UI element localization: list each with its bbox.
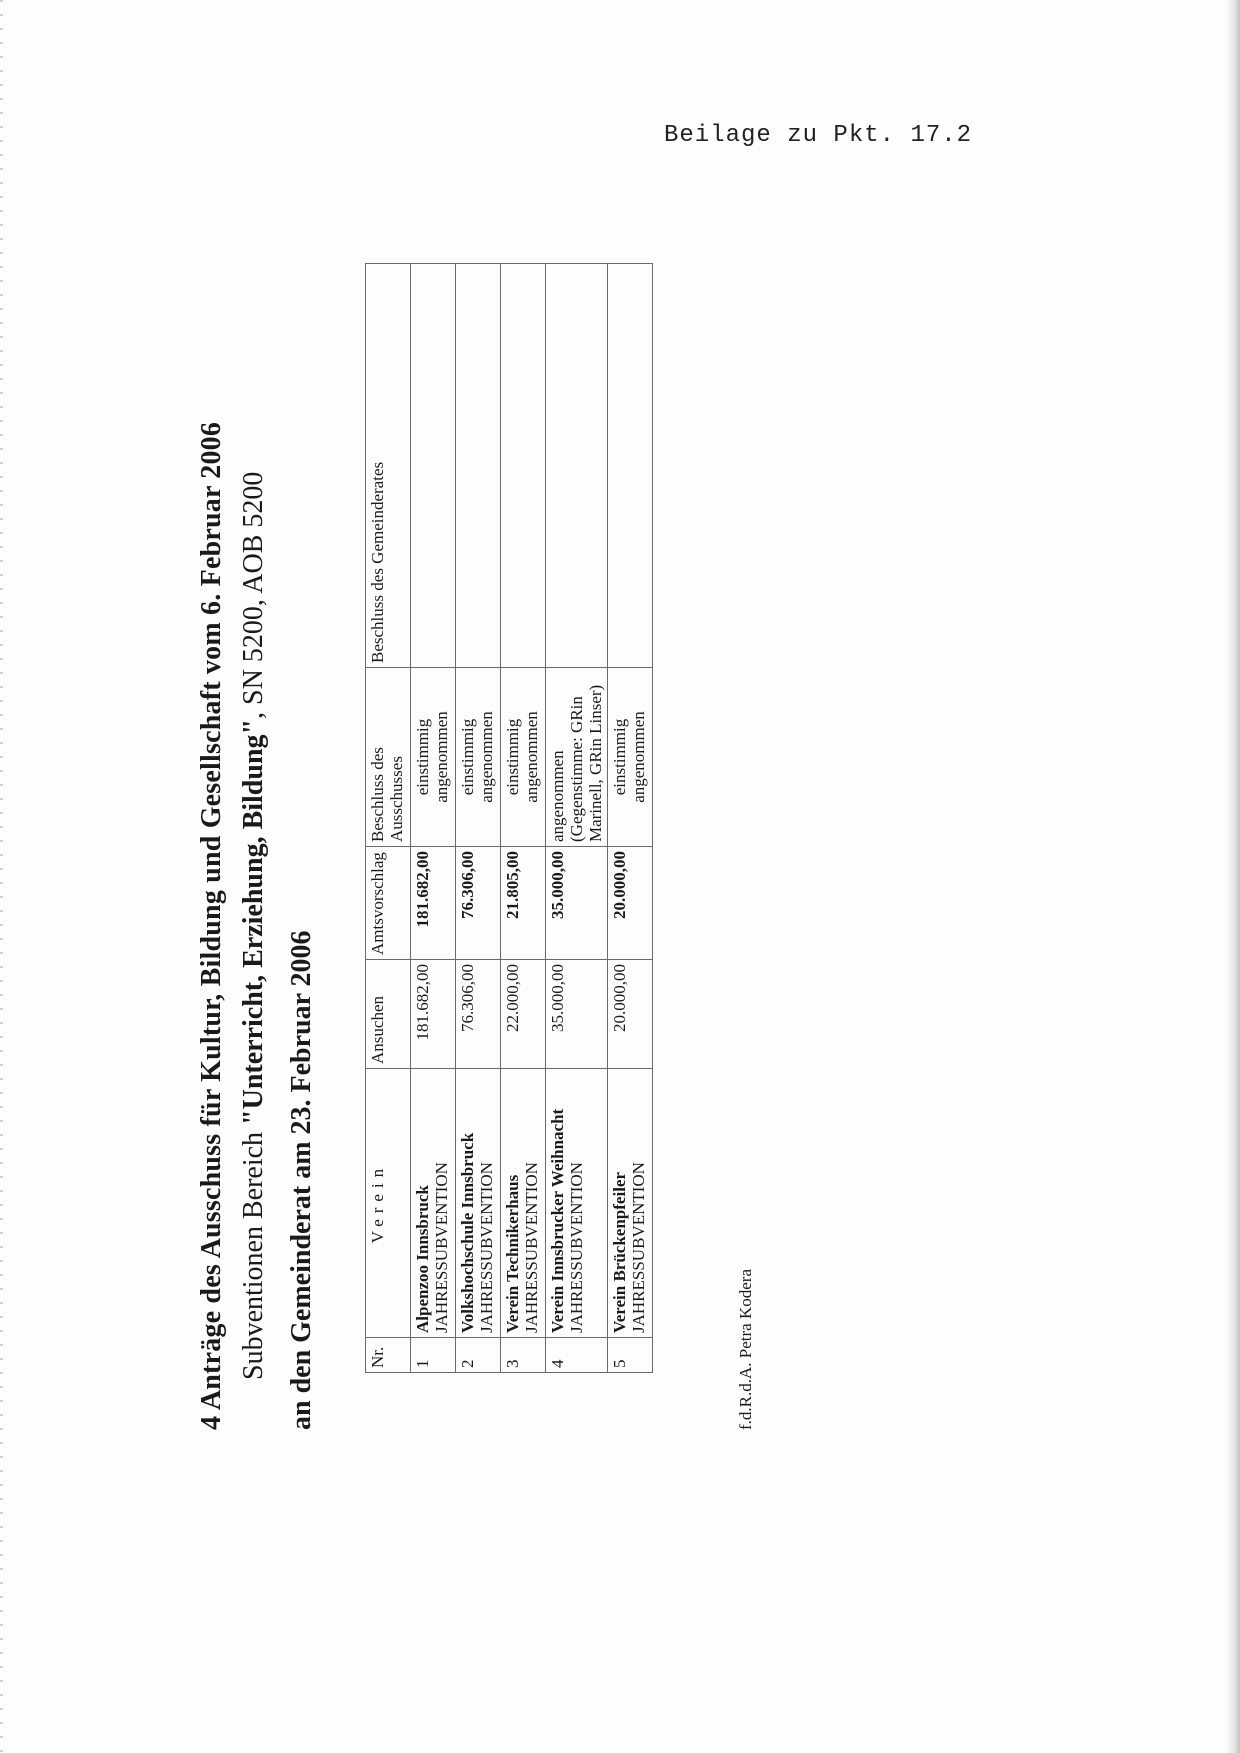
row-verein bbox=[456, 1069, 501, 1338]
verein-type: JAHRESSUBVENTION bbox=[629, 1162, 648, 1333]
rotated-document-content bbox=[190, 230, 830, 1430]
row-nr: 5 bbox=[608, 1338, 653, 1373]
attachment-reference: Beilage zu Pkt. 17.2 bbox=[664, 122, 973, 149]
document-subtitle bbox=[238, 180, 270, 1430]
verein-type: JAHRESSUBVENTION bbox=[522, 1162, 541, 1333]
col-header-beschluss-gemeinderat: Beschluss des Gemeinderates bbox=[366, 264, 411, 668]
verein-name: Verein Brückenpfeiler bbox=[610, 1171, 629, 1333]
row-nr: 2 bbox=[456, 1338, 501, 1373]
row-beschluss-gemeinderat bbox=[608, 264, 653, 668]
row-nr: 3 bbox=[501, 1338, 546, 1373]
verein-name: Alpenzoo Innsbruck bbox=[413, 1185, 432, 1333]
scan-edge-left bbox=[0, 0, 3, 1753]
row-beschluss-gemeinderat bbox=[411, 264, 456, 668]
row-ansuchen: 76.306,00 bbox=[456, 960, 501, 1069]
row-nr: 4 bbox=[546, 1338, 608, 1373]
row-beschluss-gemeinderat bbox=[546, 264, 608, 668]
verein-type: JAHRESSUBVENTION bbox=[477, 1162, 496, 1333]
row-beschluss-gemeinderat bbox=[456, 264, 501, 668]
row-ansuchen: 35.000,00 bbox=[546, 960, 608, 1069]
row-verein bbox=[411, 1069, 456, 1338]
row-verein bbox=[546, 1069, 608, 1338]
row-ansuchen: 20.000,00 bbox=[608, 960, 653, 1069]
row-amtsvorschlag: 20.000,00 bbox=[608, 847, 653, 960]
table-row bbox=[608, 264, 653, 1373]
row-ansuchen: 22.000,00 bbox=[501, 960, 546, 1069]
row-amtsvorschlag: 76.306,00 bbox=[456, 847, 501, 960]
row-ansuchen: 181.682,00 bbox=[411, 960, 456, 1069]
verein-name: Volkshochschule Innsbruck bbox=[458, 1132, 477, 1333]
row-amtsvorschlag: 21.805,00 bbox=[501, 847, 546, 960]
table-row bbox=[501, 264, 546, 1373]
row-verein bbox=[501, 1069, 546, 1338]
table-header-row bbox=[366, 264, 411, 1373]
row-beschluss-ausschuss: einstimmig angenommen bbox=[608, 668, 653, 847]
row-amtsvorschlag: 35.000,00 bbox=[546, 847, 608, 960]
table-row bbox=[456, 264, 501, 1373]
col-header-amtsvorschlag: Amtsvorschlag bbox=[366, 847, 411, 960]
row-beschluss-ausschuss: angenommen (Gegenstimme: GRin Marinell, GRin Linser) bbox=[546, 668, 608, 847]
document-title: 4 Anträge des Ausschuss für Kultur, Bildung und Gesellschaft vom 6. Februar 2006 bbox=[196, 421, 227, 1430]
col-header-nr: Nr. bbox=[366, 1338, 411, 1373]
col-header-beschluss-ausschuss: Beschluss des Ausschusses bbox=[366, 668, 411, 847]
subsidy-table bbox=[365, 263, 653, 1373]
signature-line: f.d.R.d.A. Petra Kodera bbox=[736, 1269, 755, 1430]
verein-name: Verein Technikerhaus bbox=[503, 1174, 522, 1333]
row-beschluss-gemeinderat bbox=[501, 264, 546, 668]
row-beschluss-ausschuss: einstimmig angenommen bbox=[456, 668, 501, 847]
subtitle-suffix: , SN 5200, AOB 5200 bbox=[238, 471, 269, 719]
row-amtsvorschlag: 181.682,00 bbox=[411, 847, 456, 960]
row-verein bbox=[608, 1069, 653, 1338]
verein-type: JAHRESSUBVENTION bbox=[432, 1162, 451, 1333]
meeting-line: an den Gemeinderat am 23. Februar 2006 bbox=[286, 930, 317, 1430]
row-beschluss-ausschuss: einstimmig angenommen bbox=[501, 668, 546, 847]
subtitle-area: "Unterricht, Erziehung, Bildung" bbox=[238, 718, 269, 1125]
verein-name: Verein Innsbrucker Weihnacht bbox=[548, 1108, 567, 1333]
col-header-ansuchen: Ansuchen bbox=[366, 960, 411, 1069]
row-nr: 1 bbox=[411, 1338, 456, 1373]
row-beschluss-ausschuss: einstimmig angenommen bbox=[411, 668, 456, 847]
table-row bbox=[411, 264, 456, 1373]
subtitle-prefix: Subventionen Bereich bbox=[238, 1124, 269, 1380]
verein-type: JAHRESSUBVENTION bbox=[567, 1162, 586, 1333]
col-header-verein: Verein bbox=[366, 1069, 411, 1338]
scan-edge-right bbox=[1226, 0, 1240, 1753]
table-row bbox=[546, 264, 608, 1373]
